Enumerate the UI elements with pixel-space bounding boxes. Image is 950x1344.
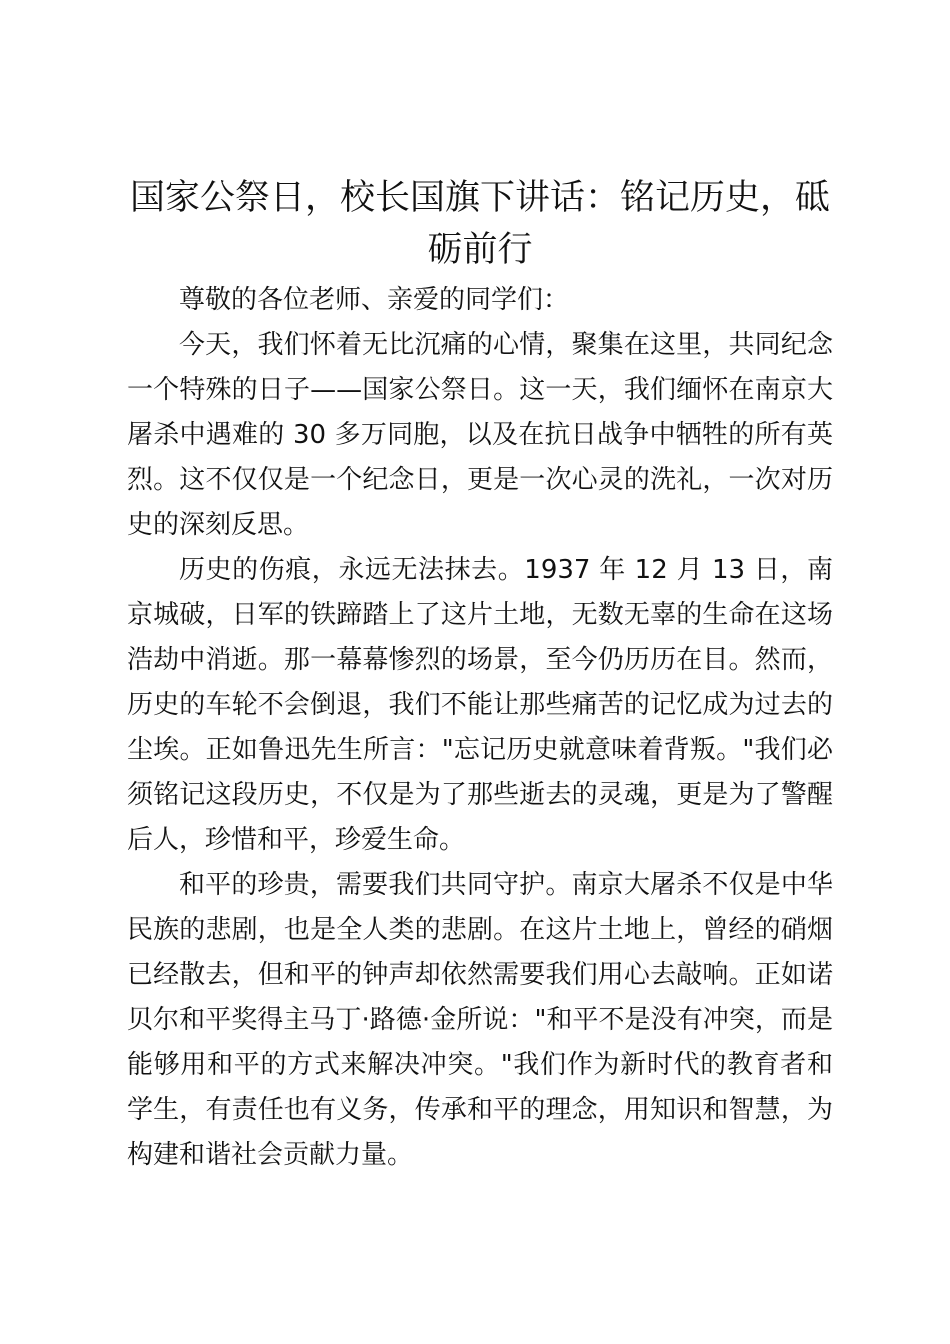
paragraph-1: 今天，我们怀着无比沉痛的心情，聚集在这里，共同纪念一个特殊的日子——国家公祭日。这一天，我们缅怀在南京大屠杀中遇难的 30 多万同胞，以及在抗日战争中牺牲的所有英烈。这不仅仅是一个纪念日，更是一次心灵的洗礼，一次对历史的深刻反思。	[127, 330, 833, 540]
document-body	[127, 172, 833, 1178]
paragraph-3: 和平的珍贵，需要我们共同守护。南京大屠杀不仅是中华民族的悲剧，也是全人类的悲剧。在这片土地上，曾经的硝烟已经散去，但和平的钟声却依然需要我们用心去敲响。正如诺贝尔和平奖得主马丁·路德·金所说："和平不是没有冲突，而是能够用和平的方式来解决冲突。"我们作为新时代的教育者和学生，有责任也有义务，传承和平的理念，用知识和智慧，为构建和谐社会贡献力量。	[127, 870, 833, 1170]
paragraph-2: 历史的伤痕，永远无法抹去。1937 年 12 月 13 日，南京城破，日军的铁蹄踏上了这片土地，无数无辜的生命在这场浩劫中消逝。那一幕幕惨烈的场景，至今仍历历在目。然而，历史的车轮不会倒退，我们不能让那些痛苦的记忆成为过去的尘埃。正如鲁迅先生所言："忘记历史就意味着背叛。"我们必须铭记这段历史，不仅是为了那些逝去的灵魂，更是为了警醒后人，珍惜和平，珍爱生命。	[127, 555, 833, 855]
salutation: 尊敬的各位老师、亲爱的同学们：	[179, 285, 570, 315]
document-title: 国家公祭日，校长国旗下讲话：铭记历史，砥砺前行	[129, 178, 830, 270]
